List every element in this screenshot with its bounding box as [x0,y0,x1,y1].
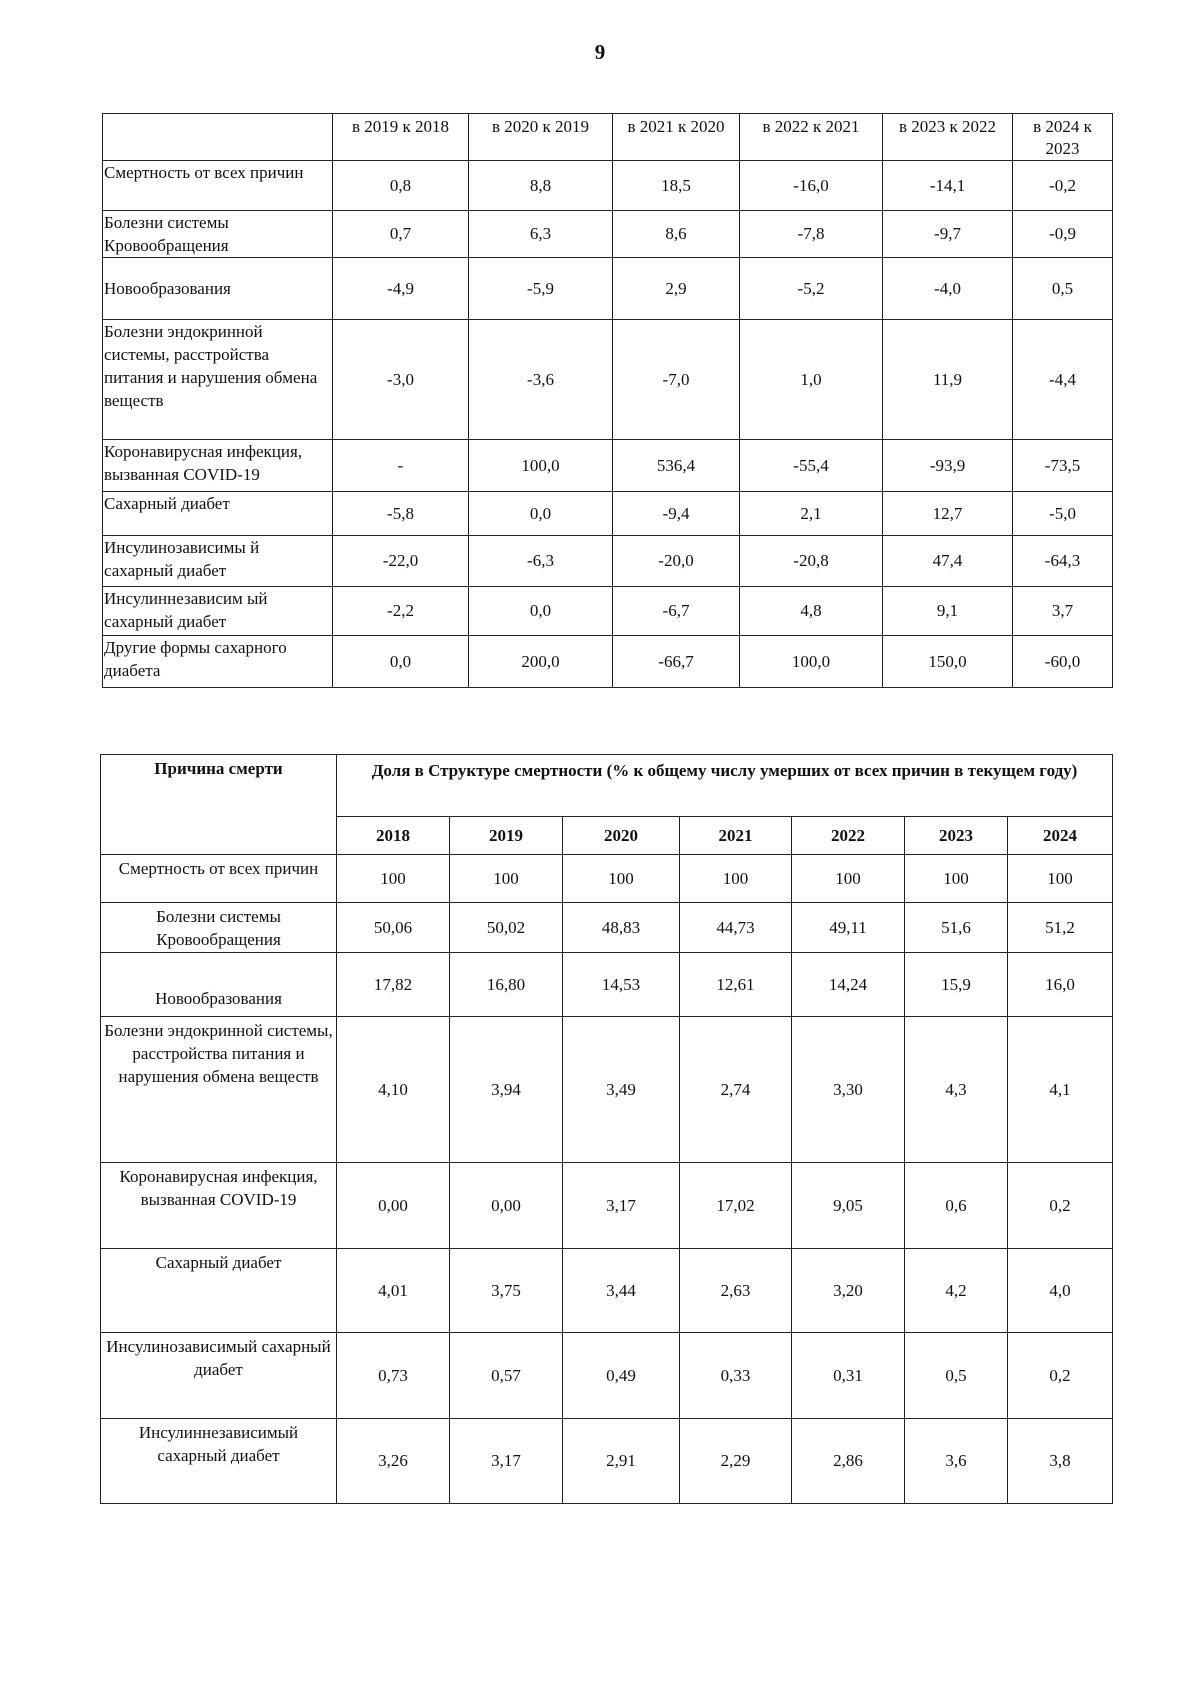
value-cell: 0,0 [469,492,613,536]
value-cell: 100 [337,855,450,903]
value-cell: -9,4 [613,492,740,536]
value-cell: 0,73 [337,1333,450,1419]
value-cell: 14,53 [563,953,680,1017]
row-label: Сахарный диабет [103,492,333,536]
value-cell: -4,0 [883,258,1013,320]
value-cell: 100 [563,855,680,903]
value-cell: 8,8 [469,161,613,211]
table-row [103,440,1113,492]
value-cell: 50,02 [450,903,563,953]
value-cell: -64,3 [1013,536,1113,587]
value-cell: -93,9 [883,440,1013,492]
table-row [101,855,1113,903]
value-cell: 2,86 [792,1419,905,1504]
value-cell: 4,01 [337,1249,450,1333]
year-header: 2020 [563,817,680,855]
value-cell: 4,10 [337,1017,450,1163]
value-cell: 2,1 [740,492,883,536]
table-row [103,587,1113,636]
value-cell: 15,9 [905,953,1008,1017]
year-header: 2024 [1008,817,1113,855]
row-label: Болезни эндокринной системы, расстройства питания и нарушения обмена веществ [101,1017,337,1163]
table-row [103,258,1113,320]
value-cell: -14,1 [883,161,1013,211]
value-cell: 3,17 [450,1419,563,1504]
value-cell: 3,20 [792,1249,905,1333]
value-cell: 49,11 [792,903,905,953]
value-cell: -7,0 [613,320,740,440]
row-label: Новообразования [103,258,333,320]
value-cell: 3,26 [337,1419,450,1504]
value-cell: 3,75 [450,1249,563,1333]
value-cell: - [333,440,469,492]
value-cell: 3,49 [563,1017,680,1163]
value-cell: 100,0 [740,636,883,688]
table-row [101,903,1113,953]
value-cell: 2,74 [680,1017,792,1163]
value-cell: 0,5 [905,1333,1008,1419]
header-cell: в 2023 к 2022 [883,114,1013,161]
row-label: Инсулинозависимы й сахарный диабет [103,536,333,587]
header-cell: в 2021 к 2020 [613,114,740,161]
table-row [101,1249,1113,1333]
value-cell: 0,49 [563,1333,680,1419]
value-cell: 100 [680,855,792,903]
value-cell: -20,8 [740,536,883,587]
table-row [103,211,1113,258]
value-cell: 16,0 [1008,953,1113,1017]
value-cell: 4,0 [1008,1249,1113,1333]
value-cell: 100 [1008,855,1113,903]
table-row [101,1017,1113,1163]
value-cell: 3,44 [563,1249,680,1333]
row-label: Инсулинозависимый сахарный диабет [101,1333,337,1419]
header-cell: в 2022 к 2021 [740,114,883,161]
year-header: 2018 [337,817,450,855]
table-row [101,1333,1113,1419]
value-cell: -73,5 [1013,440,1113,492]
value-cell: 2,63 [680,1249,792,1333]
row-label: Коронавирусная инфекция, вызванная COVID-19 [101,1163,337,1249]
value-cell: 0,6 [905,1163,1008,1249]
value-cell: 14,24 [792,953,905,1017]
value-cell: 0,2 [1008,1333,1113,1419]
value-cell: 3,17 [563,1163,680,1249]
value-cell: -3,6 [469,320,613,440]
value-cell: 100 [792,855,905,903]
value-cell: -0,2 [1013,161,1113,211]
value-cell: 4,1 [1008,1017,1113,1163]
value-cell: -3,0 [333,320,469,440]
value-cell: 11,9 [883,320,1013,440]
page-number: 9 [594,40,606,64]
value-cell: 0,0 [469,587,613,636]
value-cell: -22,0 [333,536,469,587]
value-cell: 0,33 [680,1333,792,1419]
cause-header: Причина смерти [101,755,337,855]
value-cell: 0,7 [333,211,469,258]
value-cell: 100 [905,855,1008,903]
table-row [103,320,1113,440]
value-cell: -66,7 [613,636,740,688]
year-header: 2019 [450,817,563,855]
value-cell: 17,02 [680,1163,792,1249]
table-row [101,1163,1113,1249]
value-cell: 4,3 [905,1017,1008,1163]
value-cell: 9,05 [792,1163,905,1249]
value-cell: 50,06 [337,903,450,953]
value-cell: -5,2 [740,258,883,320]
value-cell: 3,6 [905,1419,1008,1504]
value-cell: 18,5 [613,161,740,211]
value-cell: -9,7 [883,211,1013,258]
table-header-row [101,755,1113,817]
value-cell: 3,7 [1013,587,1113,636]
row-label: Смертность от всех причин [101,855,337,903]
value-cell: 9,1 [883,587,1013,636]
value-cell: 3,30 [792,1017,905,1163]
share-group-header: Доля в Структуре смертности (% к общему числу умерших от всех причин в текущем году) [337,755,1113,817]
value-cell: 47,4 [883,536,1013,587]
row-label: Сахарный диабет [101,1249,337,1333]
value-cell: -5,0 [1013,492,1113,536]
value-cell: 0,2 [1008,1163,1113,1249]
value-cell: 8,6 [613,211,740,258]
value-cell: 12,7 [883,492,1013,536]
value-cell: 0,57 [450,1333,563,1419]
value-cell: -16,0 [740,161,883,211]
row-label: Болезни системы Кровообращения [101,903,337,953]
value-cell: 0,0 [333,636,469,688]
value-cell: 100,0 [469,440,613,492]
row-label: Инсулиннезависим ый сахарный диабет [103,587,333,636]
value-cell: 4,2 [905,1249,1008,1333]
year-header: 2023 [905,817,1008,855]
value-cell: 0,00 [337,1163,450,1249]
value-cell: 150,0 [883,636,1013,688]
value-cell: 1,0 [740,320,883,440]
year-header: 2022 [792,817,905,855]
header-cell: в 2019 к 2018 [333,114,469,161]
value-cell: -0,9 [1013,211,1113,258]
value-cell: -4,9 [333,258,469,320]
value-cell: 0,8 [333,161,469,211]
table-row [103,161,1113,211]
table-row [103,492,1113,536]
table-row [103,536,1113,587]
value-cell: -6,3 [469,536,613,587]
value-cell: 51,2 [1008,903,1113,953]
row-label: Болезни эндокринной системы, расстройства питания и нарушения обмена веществ [103,320,333,440]
value-cell: 0,31 [792,1333,905,1419]
value-cell: 2,9 [613,258,740,320]
value-cell: 100 [450,855,563,903]
row-label: Смертность от всех причин [103,161,333,211]
mortality-structure-table [100,754,1113,1504]
value-cell: -55,4 [740,440,883,492]
row-label: Коронавирусная инфекция, вызванная COVID-19 [103,440,333,492]
value-cell: -4,4 [1013,320,1113,440]
value-cell: 200,0 [469,636,613,688]
value-cell: 48,83 [563,903,680,953]
value-cell: -60,0 [1013,636,1113,688]
value-cell: 0,00 [450,1163,563,1249]
table-row [101,1419,1113,1504]
row-label: Другие формы сахарного диабета [103,636,333,688]
row-label: Болезни системы Кровообращения [103,211,333,258]
value-cell: -5,9 [469,258,613,320]
value-cell: -6,7 [613,587,740,636]
value-cell: 4,8 [740,587,883,636]
row-label: Новообразования [101,953,337,1017]
value-cell: 2,29 [680,1419,792,1504]
value-cell: -20,0 [613,536,740,587]
value-cell: 6,3 [469,211,613,258]
value-cell: 12,61 [680,953,792,1017]
header-cell [103,114,333,161]
table-row [103,636,1113,688]
row-label: Инсулиннезависимый сахарный диабет [101,1419,337,1504]
value-cell: 3,8 [1008,1419,1113,1504]
value-cell: -2,2 [333,587,469,636]
header-cell: в 2024 к 2023 [1013,114,1113,161]
value-cell: 17,82 [337,953,450,1017]
value-cell: 536,4 [613,440,740,492]
value-cell: 0,5 [1013,258,1113,320]
value-cell: 44,73 [680,903,792,953]
value-cell: 16,80 [450,953,563,1017]
mortality-change-table [102,113,1113,688]
value-cell: 51,6 [905,903,1008,953]
table-header-row [103,114,1113,161]
year-header: 2021 [680,817,792,855]
table-row [101,953,1113,1017]
value-cell: 3,94 [450,1017,563,1163]
header-cell: в 2020 к 2019 [469,114,613,161]
value-cell: 2,91 [563,1419,680,1504]
value-cell: -7,8 [740,211,883,258]
value-cell: -5,8 [333,492,469,536]
